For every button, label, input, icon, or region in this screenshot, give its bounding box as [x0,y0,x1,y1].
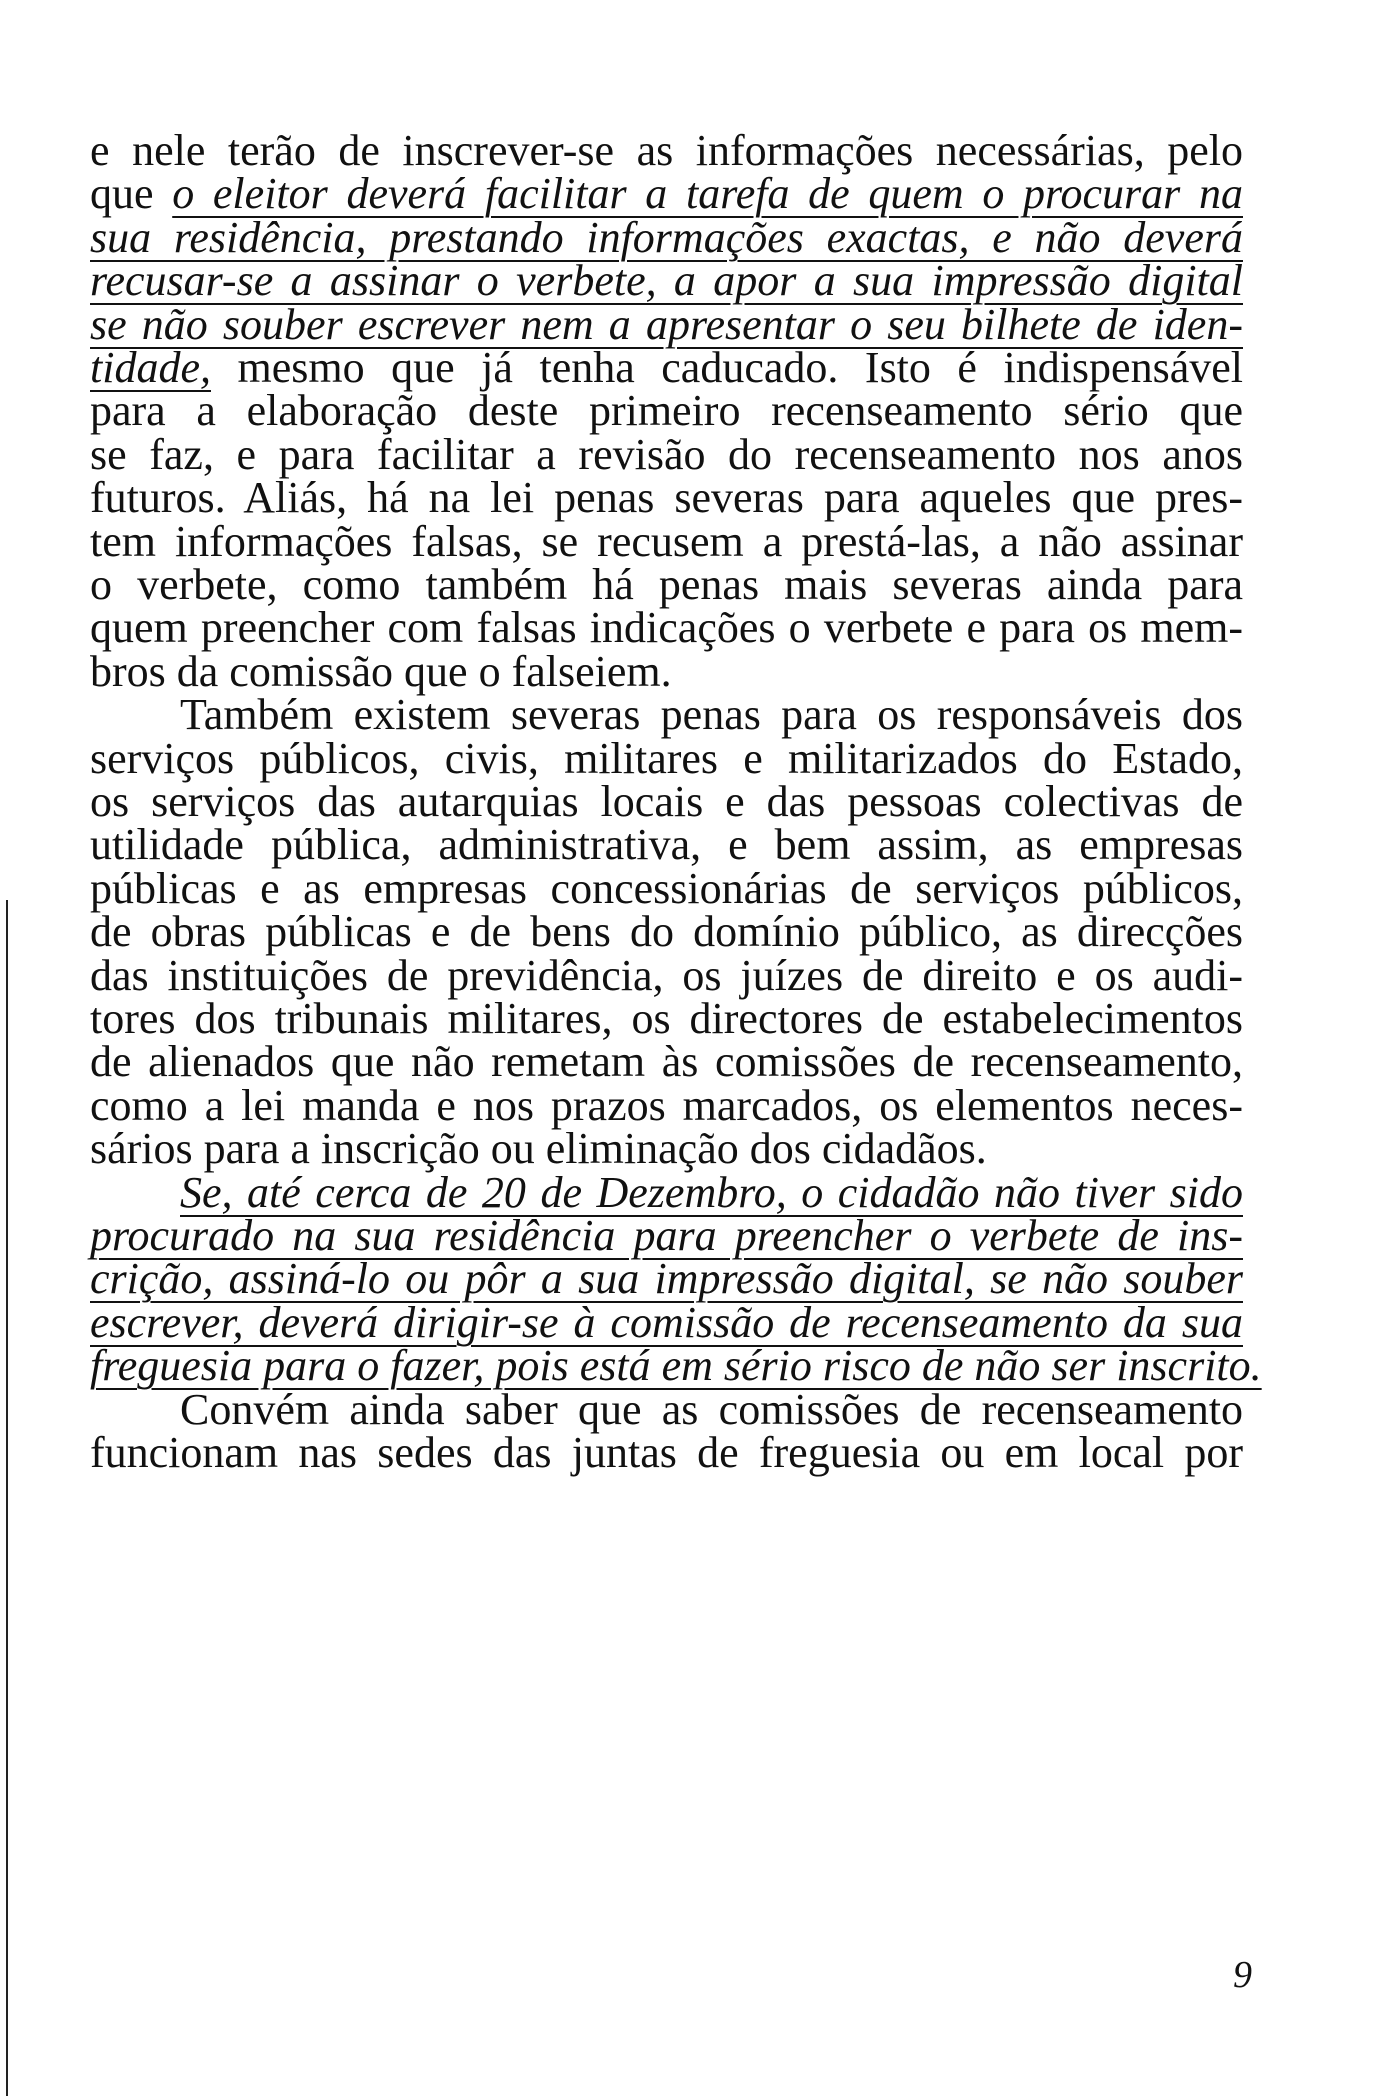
emphasized-text: freguesia para o fazer, pois está em sério risco de não ser inscrito. [90,1341,1262,1390]
emphasized-text: tidade, [90,343,211,392]
text-line [90,1424,1243,1482]
text-segment: o verbete, como também há penas mais severas ainda para [90,560,1243,609]
emphasized-text: se não souber escrever nem a apresentar o seu bilhete de iden- [90,300,1243,349]
text-segment: utilidade pública, administrativa, e bem assim, as empresas [90,820,1243,869]
text-segment: que [90,169,173,218]
text-segment: funcionam nas sedes das juntas de freguesia ou em local por [90,1428,1243,1477]
text-segment: Também existem severas penas para os responsáveis dos [180,690,1243,739]
text-segment: para a elaboração deste primeiro recenseamento sério que [90,386,1243,435]
text-segment: serviços públicos, civis, militares e militarizados do Estado, [90,734,1243,783]
emphasized-text: recusar-se a assinar o verbete, a apor a sua impressão digital [90,256,1243,305]
text-segment: Convém ainda saber que as comissões de recenseamento [180,1385,1243,1434]
text-segment: bros da comissão que o falseiem. [90,647,672,696]
text-segment: e nele terão de inscrever-se as informações necessárias, pelo [90,126,1243,175]
text-segment: tores dos tribunais militares, os directores de estabelecimentos [90,994,1243,1043]
text-segment: das instituições de previdência, os juízes de direito e os audi- [90,951,1243,1000]
text-segment: de obras públicas e de bens do domínio público, as direcções [90,907,1243,956]
text-segment: tem informações falsas, se recusem a prestá-las, a não assinar [90,517,1243,566]
text-segment: se faz, e para facilitar a revisão do recenseamento nos anos [90,430,1243,479]
emphasized-text: Se, até cerca de 20 de Dezembro, o cidadão não tiver sido [180,1168,1243,1217]
emphasized-text: sua residência, prestando informações exactas, e não deverá [90,213,1243,262]
emphasized-text: crição, assiná-lo ou pôr a sua impressão digital, se não souber [90,1254,1243,1303]
text-segment: como a lei manda e nos prazos marcados, os elementos neces- [90,1081,1243,1130]
text-segment: de alienados que não remetam às comissões de recenseamento, [90,1037,1243,1086]
page-number: 9 [1233,1954,1252,1996]
scan-edge-rule [6,900,8,2096]
text-segment: sários para a inscrição ou eliminação dos cidadãos. [90,1124,987,1173]
emphasized-text: o eleitor deverá facilitar a tarefa de quem o procurar na [172,169,1243,218]
text-segment: futuros. Aliás, há na lei penas severas para aqueles que pres- [90,473,1243,522]
text-segment: os serviços das autarquias locais e das pessoas colectivas de [90,777,1243,826]
emphasized-text: procurado na sua residência para preencher o verbete de ins- [90,1211,1243,1260]
text-segment: públicas e as empresas concessionárias de serviços públicos, [90,864,1243,913]
emphasized-text: escrever, deverá dirigir-se à comissão de recenseamento da sua [90,1298,1243,1347]
text-segment: mesmo que já tenha caducado. Isto é indispensável [210,343,1243,392]
text-segment: quem preencher com falsas indicações o verbete e para os mem- [90,603,1243,652]
